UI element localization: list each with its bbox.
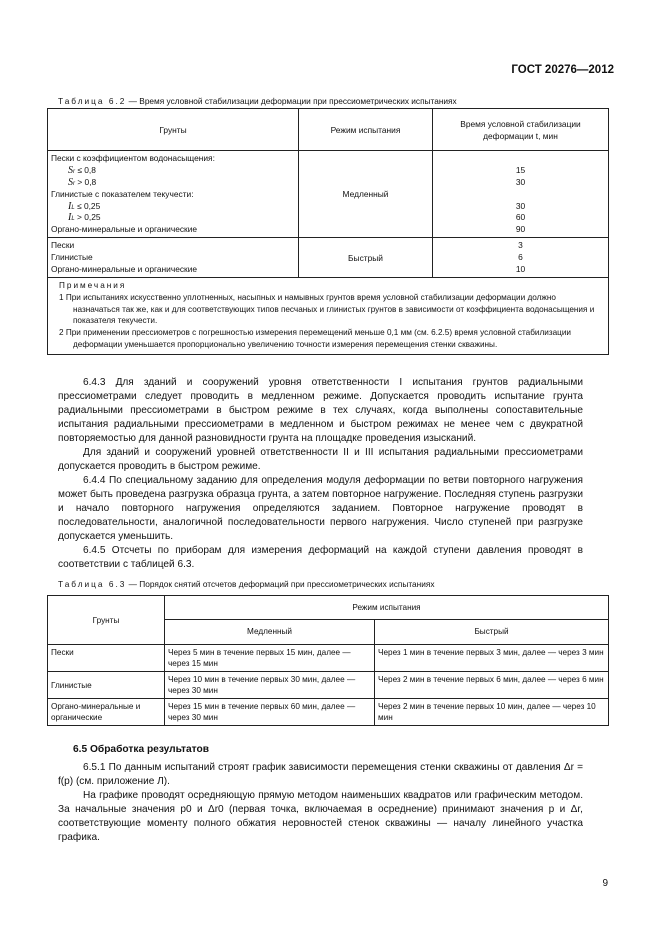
paragraph-6-4-4: 6.4.4 По специальному заданию для определения модуля деформации по ветви повторного нагружения может быть проведена разгрузка образца грунта, а затем повторное нагружение. Последняя ступень разгрузки и начало повторного нагружения определяются заданием. Повторное нагружение проводят в последовательности, аналогичной последовательности первого нагружения. Число ступеней при разгрузке допускается уменьшить.	[58, 475, 583, 542]
table-6-2	[47, 108, 609, 355]
table-6-3-caption	[58, 579, 435, 589]
fast-mode-cell: Быстрый	[299, 238, 433, 278]
paragraph-levels-2-3: Для зданий и сооружений уровней ответственности II и III испытания радиальными прессиометрами допускается проводить в быстром режиме.	[58, 447, 583, 472]
soil-il-low: IL ≤ 0,25	[68, 200, 101, 212]
table-6-3-caption-prefix: Таблица 6.3	[58, 579, 127, 589]
soil-il-high: IL > 0,25	[68, 212, 101, 224]
time-sr-low: 15	[515, 164, 526, 175]
fast-soil-organic: Органо-минеральные и органические	[51, 264, 198, 275]
page-number: 9	[602, 878, 608, 889]
section-6-5-title: 6.5 Обработка результатов	[73, 744, 210, 755]
paragraph-6-5-1: 6.5.1 По данным испытаний строят график зависимости перемещения стенки скважины от давления Δr = f(p) (см. приложение Л).	[58, 762, 583, 787]
row-organic-fast: Через 2 мин в течение первых 10 мин, далее — через 10 мин	[375, 699, 609, 726]
row-organic-soil: Органо-минеральные и органические	[48, 699, 165, 726]
fast-time-sands: 3	[518, 240, 523, 251]
paragraph-6-4-5: 6.4.5 Отсчеты по приборам для измерения деформаций на каждой ступени давления проводят в соответствии с таблицей 6.3.	[58, 545, 583, 570]
header-soils-63: Грунты	[48, 596, 165, 645]
fast-time-clay: 6	[518, 252, 523, 263]
fast-soil-sands: Пески	[51, 240, 75, 251]
fast-soil-clay: Глинистые	[51, 252, 93, 263]
row-clay-fast: Через 2 мин в течение первых 6 мин, далее — через 6 мин	[375, 672, 609, 699]
fast-times-cell	[433, 238, 609, 278]
fast-soils-cell	[48, 238, 299, 278]
row-sands-fast: Через 1 мин в течение первых 3 мин, далее — через 3 мин	[375, 645, 609, 672]
header-fast-63: Быстрый	[375, 619, 609, 644]
header-mode-63: Режим испытания	[165, 596, 609, 620]
table-6-2-slow-group	[48, 151, 609, 238]
time-blank-1	[433, 153, 608, 165]
row-organic-slow: Через 15 мин в течение первых 60 мин, далее — через 30 мин	[165, 699, 375, 726]
time-organic-slow: 90	[515, 224, 526, 235]
row-sands-slow: Через 5 мин в течение первых 15 мин, далее — через 15 мин	[165, 645, 375, 672]
soil-sr-low: Sr ≤ 0,8	[68, 164, 96, 176]
table-6-3-row-organic	[48, 699, 609, 726]
table-6-2-fast-group	[48, 238, 609, 278]
note-1: 1 При испытаниях искусственно уплотненных, насыпных и намывных грунтов время условной стабилизации деформации должно назначаться так же, как и для соответствующих типов песчаных и глинистых грунтов в зависимости от коэффициента водонасыщения и показателя текучести.	[59, 292, 595, 326]
row-clay-soil: Глинистые	[48, 672, 165, 699]
slow-mode-cell: Медленный	[299, 151, 433, 238]
paragraph-6-5-graph: На графике проводят осредняющую прямую методом наименьших квадратов или графическим методом. За начальные значения p0 и Δr0 (первая точка, включаемая в осреднение) принимают значения p и Δr, соответствующие моменту полного обжатия неровностей стенок скважины — началу линейного участка графика.	[58, 790, 583, 843]
header-soils: Грунты	[48, 109, 299, 151]
table-6-2-caption-prefix: Таблица 6.2	[58, 96, 127, 106]
table-6-2-notes-row	[48, 277, 609, 354]
notes-title: Примечания	[59, 280, 127, 290]
paragraph-6-4-3: 6.4.3 Для зданий и сооружений уровня ответственности I испытания грунтов радиальными прессиометрами следует проводить в медленном режиме. Допускается проводить испытание грунта радиальными прессиометрами в быстром режиме в тех случаях, когда выполнены сопоставительные испытания радиальными прессиометрами в медленном и быстром режимах не менее чем с двукратной повторяемостью для данной разновидности грунта на площадке проведения изысканий.	[58, 377, 583, 444]
soil-organic-slow: Органо-минеральные и органические	[51, 224, 198, 235]
note-2: 2 При применении прессиометров с погрешностью измерения перемещений меньше 0,1 мм (см. 6.2.5) время условной стабилизации деформации уменьшается пропорционально увеличению точности измерения перемещения стенки скважины.	[59, 328, 571, 349]
header-mode: Режим испытания	[299, 109, 433, 151]
row-sands-soil: Пески	[48, 645, 165, 672]
table-6-3-header-row-1	[48, 596, 609, 620]
table-6-2-caption-text: — Время условной стабилизации деформации при прессиометрических испытаниях	[126, 96, 457, 106]
document-code: ГОСТ 20276—2012	[511, 64, 614, 76]
table-6-2-header-row	[48, 109, 609, 151]
time-il-high: 60	[515, 212, 526, 223]
table-6-3-caption-text: — Порядок снятий отсчетов деформаций при прессиометрических испытаниях	[126, 579, 435, 589]
slow-soils-cell	[48, 151, 299, 238]
table-6-3	[47, 595, 609, 726]
soil-clay-liquidity: Глинистые с показателем текучести:	[51, 188, 194, 199]
body-paragraphs	[58, 376, 583, 572]
section-6-5-body	[58, 761, 583, 845]
time-il-low: 30	[515, 200, 526, 211]
slow-times-cell	[433, 151, 609, 238]
time-blank-2	[433, 189, 608, 201]
time-sr-high: 30	[515, 176, 526, 187]
header-slow-63: Медленный	[165, 619, 375, 644]
table-6-3-row-sands	[48, 645, 609, 672]
soil-sands-saturation: Пески с коэффициентом водонасыщения:	[51, 153, 215, 163]
table-6-2-notes	[48, 277, 609, 354]
table-6-2-caption	[58, 96, 457, 106]
soil-sr-high: Sr > 0,8	[68, 176, 97, 188]
fast-time-organic: 10	[515, 264, 526, 275]
row-clay-slow: Через 10 мин в течение первых 30 мин, далее — через 30 мин	[165, 672, 375, 699]
header-time: Время условной стабилизации деформации t, мин	[433, 109, 609, 151]
table-6-3-row-clay	[48, 672, 609, 699]
